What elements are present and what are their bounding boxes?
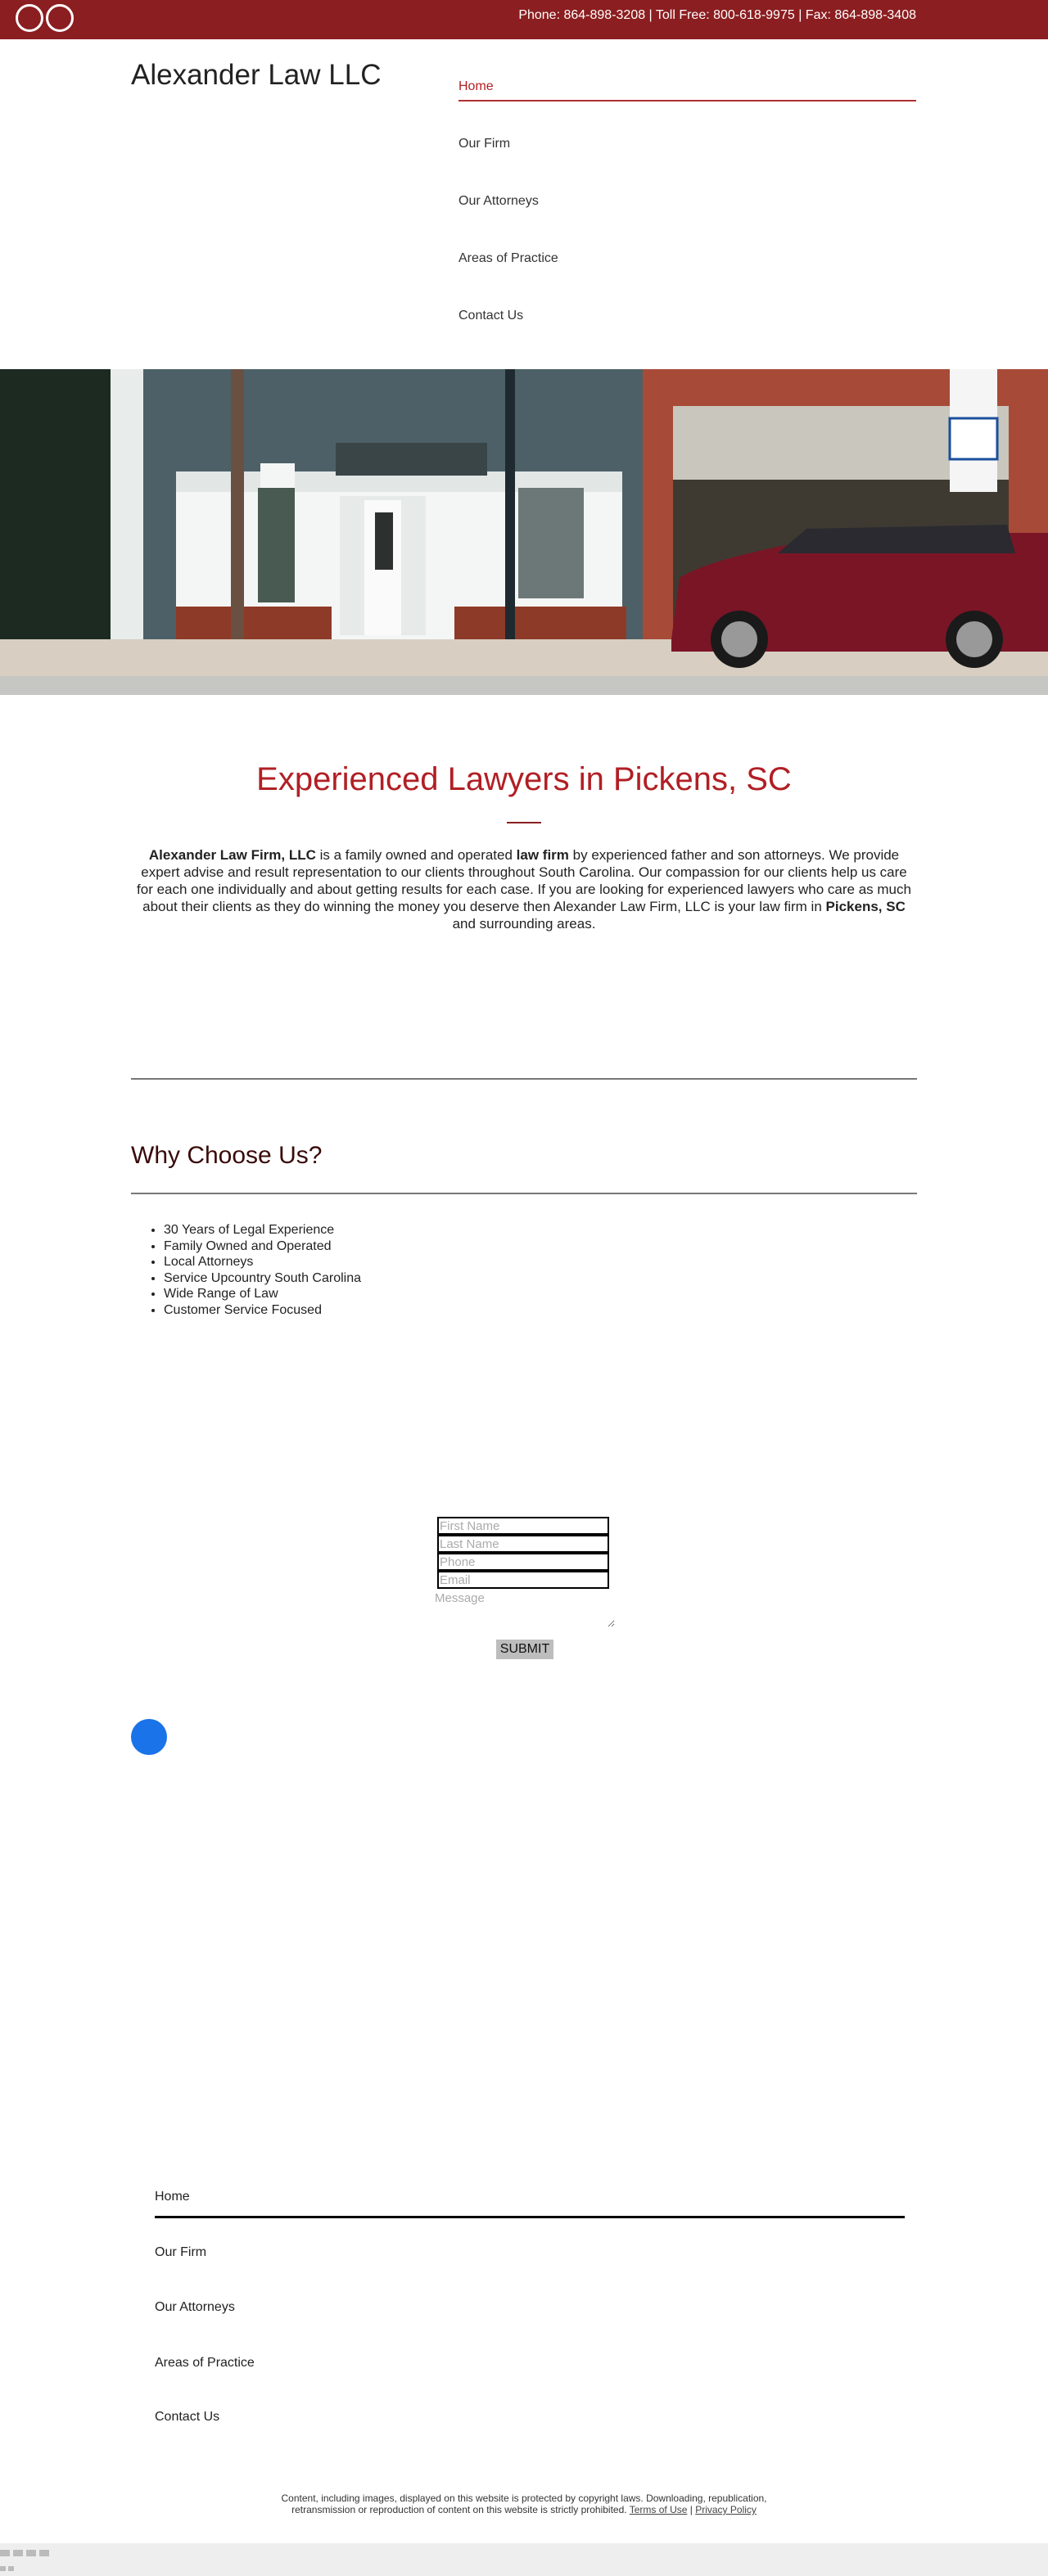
intro-text: and surrounding areas. <box>452 916 596 932</box>
top-bar <box>0 0 1048 39</box>
nav-our-attorneys[interactable]: Our Attorneys <box>458 194 539 208</box>
list-item: • Wide Range of Law <box>164 1286 361 1302</box>
why-choose-list <box>164 1222 361 1318</box>
placeholder-block <box>39 2550 49 2556</box>
copyright-notice <box>0 2493 1048 2515</box>
divider <box>131 1078 917 1080</box>
last-name-input[interactable] <box>437 1535 609 1553</box>
circle-icon[interactable] <box>16 4 43 32</box>
chat-widget-button[interactable] <box>131 1719 167 1755</box>
bottom-bar <box>0 2543 1048 2576</box>
footer-nav-active-underline <box>155 2216 905 2218</box>
hero-image <box>0 369 1048 695</box>
privacy-link[interactable]: Privacy Policy <box>695 2504 757 2515</box>
intro-text: is a family owned and operated <box>315 847 517 863</box>
intro-text: by experienced father and son attorneys. We provide expert advise and result representation to our clients throughout South Carolina. Our compassion for our clients help us care for each one individually and about getting results for each case. If you are looking for experienced lawyers who care as much about their clients as they do winning the money you deserve then Alexander Law Firm, LLC is your law firm in <box>137 847 911 914</box>
list-item: • 30 Years of Legal Experience <box>164 1222 361 1238</box>
placeholder-block <box>0 2550 10 2556</box>
intro-paragraph <box>131 846 917 932</box>
list-item: • Local Attorneys <box>164 1254 361 1270</box>
intro-bold: law firm <box>516 847 569 863</box>
placeholder-block <box>26 2550 36 2556</box>
footer-nav-home[interactable]: Home <box>155 2190 190 2204</box>
phone-input[interactable] <box>437 1553 609 1571</box>
list-item: • Family Owned and Operated <box>164 1238 361 1255</box>
headline-divider <box>507 822 541 823</box>
link-separator: | <box>687 2504 696 2515</box>
footer-nav-contact-us[interactable]: Contact Us <box>155 2410 220 2424</box>
placeholder-block <box>8 2566 14 2571</box>
first-name-input[interactable] <box>437 1517 609 1535</box>
nav-contact-us[interactable]: Contact Us <box>458 309 524 323</box>
firm-name: Alexander Law Firm, LLC <box>148 847 316 863</box>
copyright-text: Content, including images, displayed on this website is protected by copyright laws. Downloading, republication, retransmission or reproduction of content on this website is strictly prohibited. <box>281 2493 767 2515</box>
contact-info: Phone: 864-898-3208 | Toll Free: 800-618-9975 | Fax: 864-898-3408 <box>518 8 916 22</box>
terms-link[interactable]: Terms of Use <box>629 2504 688 2515</box>
footer-nav-our-firm[interactable]: Our Firm <box>155 2245 207 2259</box>
message-textarea[interactable] <box>435 1591 615 1627</box>
nav-our-firm[interactable]: Our Firm <box>458 137 511 151</box>
divider <box>131 1193 917 1194</box>
list-item: • Customer Service Focused <box>164 1302 361 1319</box>
page-headline: Experienced Lawyers in Pickens, SC <box>256 761 792 797</box>
site-logo[interactable]: Alexander Law LLC <box>131 59 382 91</box>
submit-button[interactable]: SUBMIT <box>496 1640 553 1659</box>
nav-home[interactable]: Home <box>458 79 494 93</box>
footer-nav-areas-of-practice[interactable]: Areas of Practice <box>155 2356 255 2370</box>
email-input[interactable] <box>437 1571 609 1589</box>
circle-icon[interactable] <box>46 4 74 32</box>
nav-areas-of-practice[interactable]: Areas of Practice <box>458 251 558 265</box>
footer-nav-our-attorneys[interactable]: Our Attorneys <box>155 2300 235 2314</box>
placeholder-block <box>0 2566 6 2571</box>
placeholder-block <box>13 2550 23 2556</box>
list-item: • Service Upcountry South Carolina <box>164 1270 361 1287</box>
why-choose-title: Why Choose Us? <box>131 1142 323 1169</box>
nav-active-underline <box>458 100 916 102</box>
intro-location: Pickens, SC <box>825 899 906 914</box>
